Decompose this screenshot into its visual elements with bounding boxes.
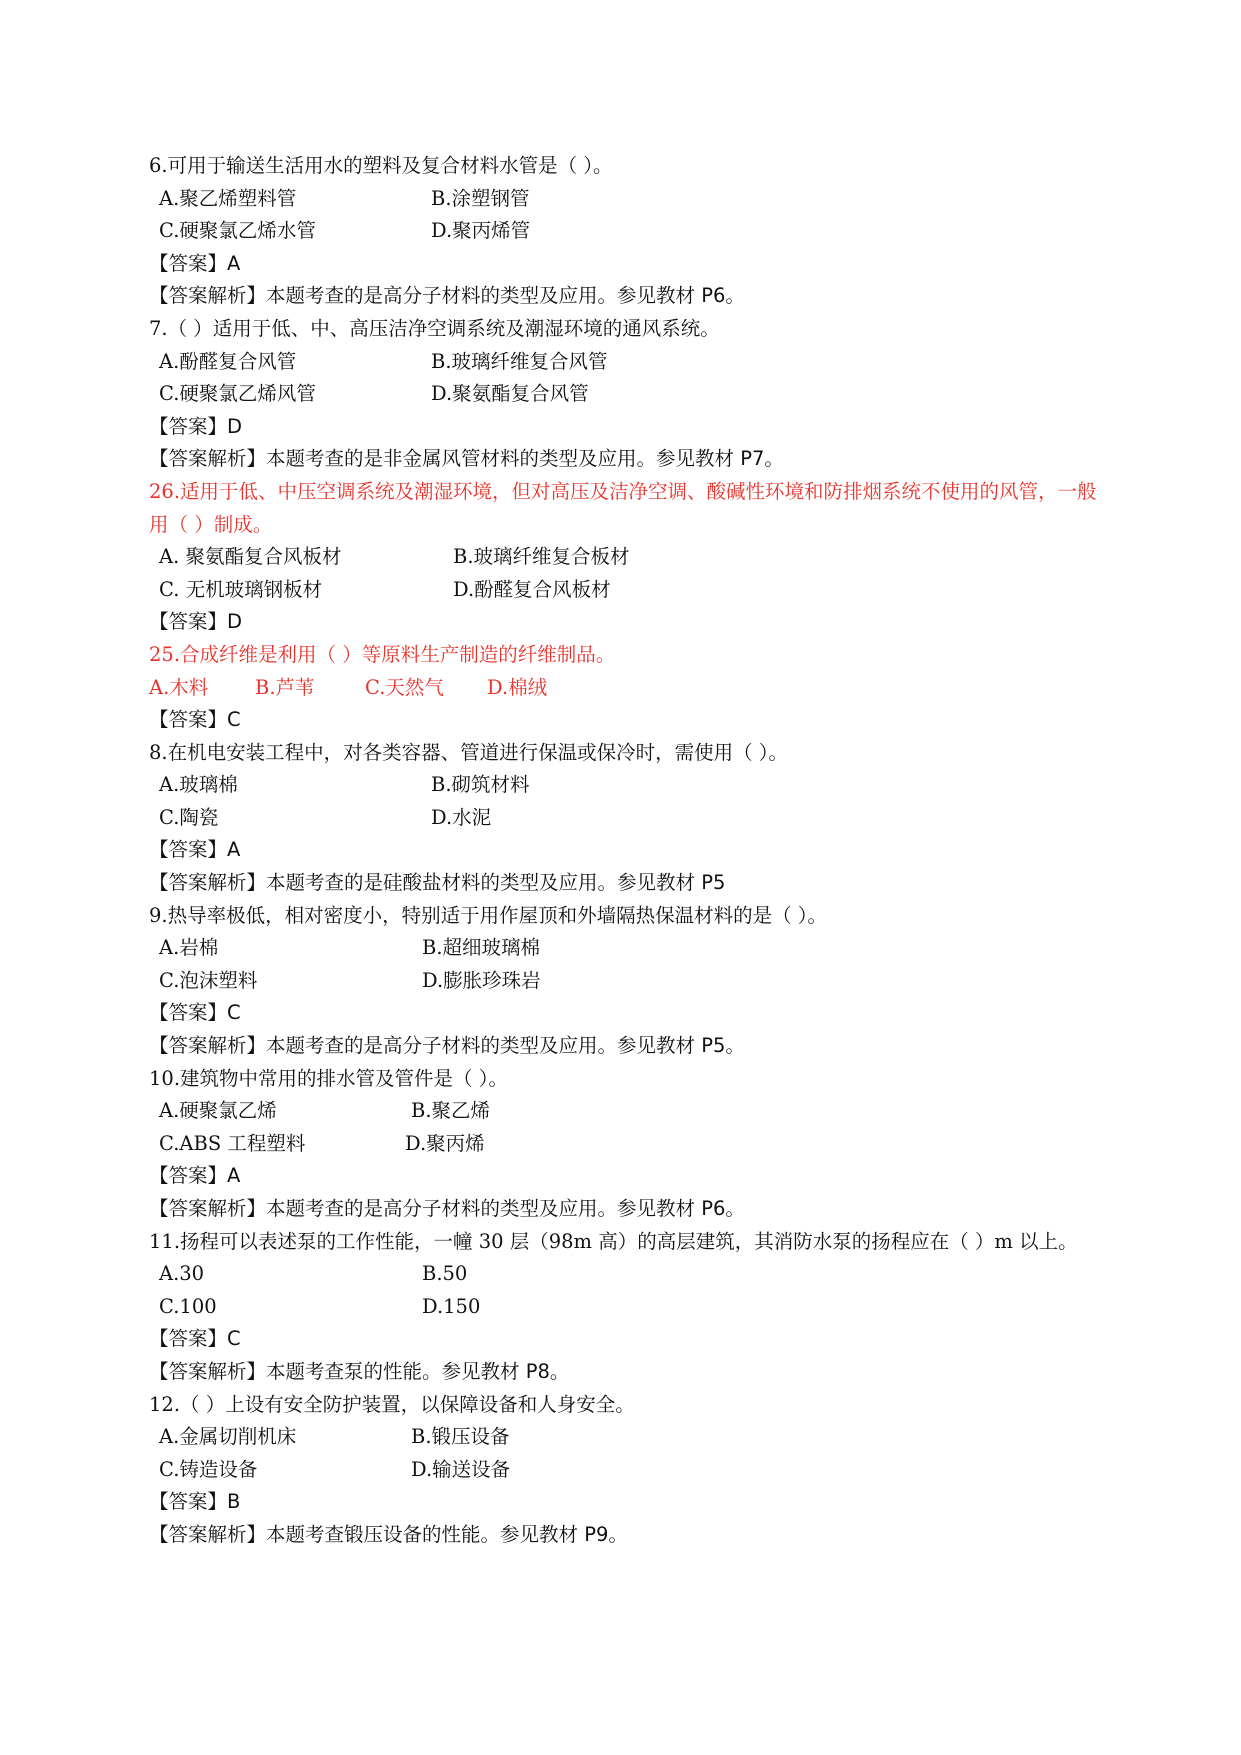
option-a: A.30 — [159, 1262, 205, 1286]
option-row — [149, 1421, 1109, 1454]
question-stem: 9.热导率极低，相对密度小，特别适于用作屋顶和外墙隔热保温材料的是（ ）。 — [149, 903, 828, 927]
option-row — [149, 1258, 1109, 1291]
option-b: B.砌筑材料 — [431, 773, 530, 797]
option-c: C.陶瓷 — [159, 805, 219, 829]
option-d: D.输送设备 — [411, 1457, 511, 1481]
option-row — [149, 802, 1109, 835]
option-b: B.聚乙烯 — [411, 1099, 491, 1123]
option-row — [149, 346, 1109, 379]
option-b: B.玻璃纤维复合板材 — [453, 545, 630, 569]
answer: 【答案】D — [149, 414, 243, 438]
answer: 【答案】C — [149, 1001, 241, 1025]
option-d: D.聚氨酯复合风管 — [431, 382, 589, 406]
question-stem: 11.扬程可以表述泵的工作性能，一幢 30 层（98m 高）的高层建筑，其消防水泵的扬程应在（ ）m 以上。 — [149, 1229, 1078, 1253]
question-stem: 12.（ ）上设有安全防护装置，以保障设备和人身安全。 — [149, 1392, 635, 1416]
option-a: A.酚醛复合风管 — [159, 349, 297, 373]
option-b: B.玻璃纤维复合风管 — [431, 349, 608, 373]
option-row — [149, 215, 1109, 248]
answer: 【答案】B — [149, 1490, 241, 1514]
option-c: C.硬聚氯乙烯风管 — [159, 382, 316, 406]
answer: 【答案】A — [149, 251, 241, 275]
option-a: A.硬聚氯乙烯 — [159, 1099, 277, 1123]
question-stem-highlighted: 26.适用于低、中压空调系统及潮湿环境，但对高压及洁净空调、酸碱性环境和防排烟系统不使用的风管，一般用（ ）制成。 — [149, 479, 1097, 536]
question-stem-highlighted: 25.合成纤维是利用（ ）等原料生产制造的纤维制品。 — [149, 642, 616, 666]
option-row — [149, 672, 1109, 705]
answer: 【答案】A — [149, 1164, 241, 1188]
option-b: B.锻压设备 — [411, 1425, 510, 1449]
option-a: A.金属切削机床 — [159, 1425, 297, 1449]
answer-analysis: 【答案解析】本题考查的是高分子材料的类型及应用。参见教材 P5。 — [149, 1034, 745, 1058]
answer-analysis: 【答案解析】本题考查泵的性能。参见教材 P8。 — [149, 1359, 570, 1383]
option-d: D.膨胀珍珠岩 — [422, 968, 541, 992]
option-a: A.岩棉 — [159, 936, 219, 960]
option-a: A. 聚氨酯复合风板材 — [159, 545, 342, 569]
answer-analysis: 【答案解析】本题考查的是高分子材料的类型及应用。参见教材 P6。 — [149, 1197, 745, 1220]
question-stem: 8.在机电安装工程中，对各类容器、管道进行保温或保冷时，需使用（ ）。 — [149, 740, 789, 764]
option-c: C.天然气 — [365, 675, 444, 699]
option-row — [149, 1128, 1109, 1161]
question-stem: 6.可用于输送生活用水的塑料及复合材料水管是（ ）。 — [149, 154, 613, 177]
option-row — [149, 965, 1109, 998]
option-d: D.聚丙烯 — [405, 1131, 485, 1155]
option-d: D.150 — [422, 1294, 481, 1318]
option-row — [149, 574, 1109, 607]
option-row — [149, 183, 1109, 216]
option-b: B.超细玻璃棉 — [422, 936, 541, 960]
option-c: C.硬聚氯乙烯水管 — [159, 219, 316, 243]
option-row — [149, 378, 1109, 411]
option-c: C.铸造设备 — [159, 1457, 258, 1481]
answer: 【答案】A — [149, 838, 241, 862]
answer: 【答案】C — [149, 708, 241, 732]
option-b: B.涂塑钢管 — [431, 186, 530, 210]
answer-analysis: 【答案解析】本题考查锻压设备的性能。参见教材 P9。 — [149, 1522, 628, 1546]
option-b: B.芦苇 — [255, 675, 315, 699]
option-c: C.泡沫塑料 — [159, 968, 258, 992]
option-d: D.酚醛复合风板材 — [453, 577, 611, 601]
option-a: A.玻璃棉 — [159, 773, 238, 797]
option-row — [149, 1291, 1109, 1324]
option-a: A.聚乙烯塑料管 — [159, 186, 297, 210]
option-row — [149, 541, 1109, 574]
option-c: C. 无机玻璃钢板材 — [159, 577, 323, 601]
answer-analysis: 【答案解析】本题考查的是非金属风管材料的类型及应用。参见教材 P7。 — [149, 447, 784, 471]
option-b: B.50 — [422, 1262, 468, 1286]
option-d: D.聚丙烯管 — [431, 219, 531, 243]
answer: 【答案】C — [149, 1327, 241, 1351]
option-d: D.水泥 — [431, 805, 492, 829]
option-row — [149, 932, 1109, 965]
option-row — [149, 769, 1109, 802]
answer-analysis: 【答案解析】本题考查的是高分子材料的类型及应用。参见教材 P6。 — [149, 284, 745, 308]
document-page — [149, 150, 1109, 1552]
question-stem: 10.建筑物中常用的排水管及管件是（ ）。 — [149, 1066, 508, 1090]
answer: 【答案】D — [149, 610, 243, 634]
question-stem: 7.（ ）适用于低、中、高压洁净空调系统及潮湿环境的通风系统。 — [149, 316, 720, 340]
option-row — [149, 1095, 1109, 1128]
option-a: A.木料 — [149, 675, 209, 699]
option-row — [149, 1454, 1109, 1487]
option-c: C.ABS 工程塑料 — [159, 1131, 306, 1155]
option-c: C.100 — [159, 1294, 217, 1318]
answer-analysis: 【答案解析】本题考查的是硅酸盐材料的类型及应用。参见教材 P5 — [149, 871, 726, 895]
option-d: D.棉绒 — [487, 675, 548, 699]
